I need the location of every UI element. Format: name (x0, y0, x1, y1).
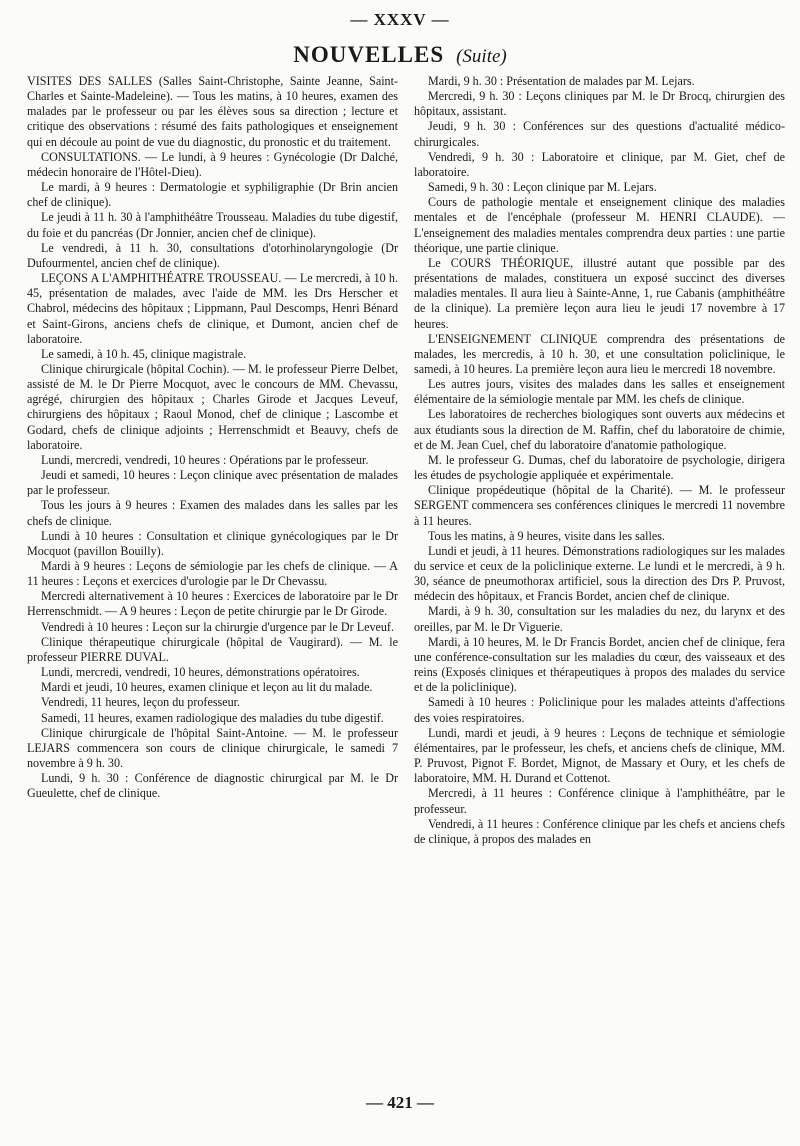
paragraph: Samedi, 11 heures, examen radiologique des maladies du tube digestif. (41, 710, 384, 725)
paragraph: M. le professeur G. Dumas, chef du laboratoire de psychologie, dirigera les études de psychologie appliquée et expérimentale. (414, 452, 785, 483)
section-title: NOUVELLES (293, 42, 445, 67)
paragraph: Lundi, mercredi, vendredi, 10 heures : Opérations par le professeur. (41, 452, 369, 467)
paragraph: Lundi, mardi et jeudi, à 9 heures : Leçons de technique et sémiologie élémentaires, par le professeur, les chefs, et anciens chefs de clinique, MM. P. Pruvost, Pignot F. Bordet, Mignot, de Massary et Oury, et les chefs de laboratoire, MM. H. Durand et Cottenot. (414, 725, 785, 786)
paragraph: Le mardi, à 9 heures : Dermatologie et syphiligraphie (Dr Brin ancien chef de clinique). (27, 180, 398, 210)
page-number: — 421 — (366, 1093, 434, 1112)
paragraph: Lundi, 9 h. 30 : Conférence de diagnostic chirurgical par M. le Dr Gueulette, chef de clinique. (27, 771, 398, 801)
paragraph: Clinique propédeutique (hôpital de la Charité). — M. le professeur SERGENT commencera ses conférences cliniques le mercredi 11 novembre à 11 heures. (414, 483, 785, 528)
paragraph: L'ENSEIGNEMENT CLINIQUE comprendra des présentations de malades, les mercredis, à 10 h. 30, et une consultation policlinique, le samedi, à 10 heures. La première leçon aura lieu le mercredi 18 novembre. (414, 331, 785, 376)
text-columns (27, 74, 785, 1090)
paragraph: Jeudi, 9 h. 30 : Conférences sur des questions d'actualité médico-chirurgicales. (414, 119, 785, 149)
roman-page-number: — XXXV — (350, 10, 450, 29)
paragraph: Clinique chirurgicale de l'hôpital Saint-Antoine. — M. le professeur LEJARS commencera son cours de clinique chirurgicale, le samedi 7 novembre à 9 h. 30. (27, 725, 398, 771)
paragraph: Vendredi, 9 h. 30 : Laboratoire et clinique, par M. Giet, chef de laboratoire. (414, 149, 785, 179)
paragraph: Le samedi, à 10 h. 45, clinique magistrale. (41, 346, 247, 361)
paragraph: Mardi, à 10 heures, M. le Dr Francis Bordet, ancien chef de clinique, fera une conférence-consultation sur les maladies du cœur, des vaisseaux et des reins (Exposés cliniques et thérapeutiques à propos des malades du service et de la policlinique). (414, 634, 785, 695)
paragraph: Cours de pathologie mentale et enseignement clinique des maladies mentales et de l'encéphale (professeur M. HENRI CLAUDE). — L'enseignement des maladies mentales comprendra deux parties : une partie théorique, une partie clinique. (414, 195, 785, 255)
paragraph: Vendredi, à 11 heures : Conférence clinique par les chefs et anciens chefs de clinique, à propos des malades en (414, 816, 785, 846)
paragraph: Le vendredi, à 11 h. 30, consultations d'otorhinolaryngologie (Dr Dufourmentel, ancien chef de clinique). (27, 240, 398, 270)
paragraph: LEÇONS A L'AMPHITHÉATRE TROUSSEAU. — Le mercredi, à 10 h. 45, présentation de malades, avec l'aide de MM. les Drs Herscher et Chabrol, médecins des hôpitaux ; Lippmann, Paul Descomps, Henri Bénard et Saint-Girons, anciens chefs de clinique, et Dumont, ancien chef de laboratoire. (27, 271, 398, 346)
paragraph: Le COURS THÉORIQUE, illustré autant que possible par des présentations de malades, constituera un exposé succinct des diverses maladies mentales. Il aura lieu à Sainte-Anne, 1, rue Cabanis (amphithéâtre de la clinique). La première leçon aura lieu le jeudi 17 novembre à 17 heures. (414, 255, 785, 331)
section-heading (0, 42, 800, 68)
paragraph: Tous les jours à 9 heures : Examen des malades dans les salles par les chefs de clinique. (27, 498, 398, 528)
paragraph: Lundi à 10 heures : Consultation et clinique gynécologiques par le Dr Mocquot (pavillon Bouilly). (27, 528, 398, 558)
paragraph: Le jeudi à 11 h. 30 à l'amphithéâtre Trousseau. Maladies du tube digestif, du foie et du pancréas (Dr Jonnier, ancien chef de clinique). (27, 210, 398, 240)
paragraph: Mercredi, à 11 heures : Conférence clinique à l'amphithéâtre, par le professeur. (414, 786, 785, 816)
paragraph: Jeudi et samedi, 10 heures : Leçon clinique avec présentation de malades par le professeur. (27, 468, 398, 498)
paragraph: Clinique thérapeutique chirurgicale (hôpital de Vaugirard). — M. le professeur PIERRE DUVAL. (27, 634, 398, 664)
paragraph: Samedi, 9 h. 30 : Leçon clinique par M. Lejars. (428, 180, 657, 195)
paragraph: Les laboratoires de recherches biologiques sont ouverts aux médecins et aux étudiants sous la direction de M. Raffin, chef du laboratoire de chimie, et de M. Jean Cuel, chef du laboratoire d'anatomie pathologique. (414, 407, 785, 452)
right-column (414, 74, 785, 1090)
paragraph: Vendredi, 11 heures, leçon du professeur. (41, 695, 241, 710)
paragraph: Tous les matins, à 9 heures, visite dans les salles. (428, 528, 665, 543)
paragraph: Samedi à 10 heures : Policlinique pour les malades atteints d'affections des voies respiratoires. (414, 695, 785, 725)
paragraph: VISITES DES SALLES (Salles Saint-Christophe, Sainte Jeanne, Saint-Charles et Sainte-Madeleine). — Tous les matins, à 10 heures, examen des malades par le professeur ou par les élèves sous sa direction ; lecture et critique des observations : résumé des faits pathologiques et enseignement qui en découle au point de vue du diagnostic, du pronostic et du traitement. (27, 74, 398, 149)
paragraph: Mercredi alternativement à 10 heures : Exercices de laboratoire par le Dr Herrenschmidt. — A 9 heures : Leçon de petite chirurgie par le Dr Girode. (27, 589, 398, 619)
paragraph: Lundi, mercredi, vendredi, 10 heures, démonstrations opératoires. (41, 665, 360, 680)
paragraph: Mardi et jeudi, 10 heures, examen clinique et leçon au lit du malade. (41, 680, 373, 695)
paragraph: Vendredi à 10 heures : Leçon sur la chirurgie d'urgence par le Dr Leveuf. (41, 619, 394, 634)
left-column (27, 74, 398, 1090)
paragraph: Lundi et jeudi, à 11 heures. Démonstrations radiologiques sur les malades du service et ceux de la policlinique externe. Le lundi et le mercredi, à 9 h. 30, séance de pneumothorax artificiel, sous la direction des Drs P. Pruvost, médecin des hôpitaux, et Francis Bordet, ancien chef de clinique. (414, 543, 785, 604)
paragraph: Mardi, 9 h. 30 : Présentation de malades par M. Lejars. (428, 74, 695, 88)
section-subtitle: (Suite) (456, 46, 507, 67)
paragraph: Les autres jours, visites des malades dans les salles et enseignement élémentaire de la sémiologie mentale par MM. les chefs de clinique. (414, 377, 785, 407)
paragraph: Mardi à 9 heures : Leçons de sémiologie par les chefs de clinique. — A 11 heures : Leçons et exercices d'urologie par le Dr Chevassu. (27, 559, 398, 589)
paragraph: CONSULTATIONS. — Le lundi, à 9 heures : Gynécologie (Dr Dalché, médecin honoraire de l'Hôtel-Dieu). (27, 149, 398, 179)
paragraph: Mercredi, 9 h. 30 : Leçons cliniques par M. le Dr Brocq, chirurgien des hôpitaux, assistant. (414, 89, 785, 119)
paragraph: Clinique chirurgicale (hôpital Cochin). — M. le professeur Pierre Delbet, assisté de M. le Dr Pierre Mocquot, avec le concours de MM. Chevassu, agrégé, chirurgien des hôpitaux ; Charles Girode et Jacques Leveuf, chirurgiens des hôpitaux ; Raoul Monod, chef de clinique ; Lascombe et Godard, chefs de clinique adjoints ; Herrenschmidt et Beauvy, chefs de laboratoire. (27, 361, 398, 452)
paragraph: Mardi, à 9 h. 30, consultation sur les maladies du nez, du larynx et des oreilles, par M. le Dr Viguerie. (414, 604, 785, 634)
